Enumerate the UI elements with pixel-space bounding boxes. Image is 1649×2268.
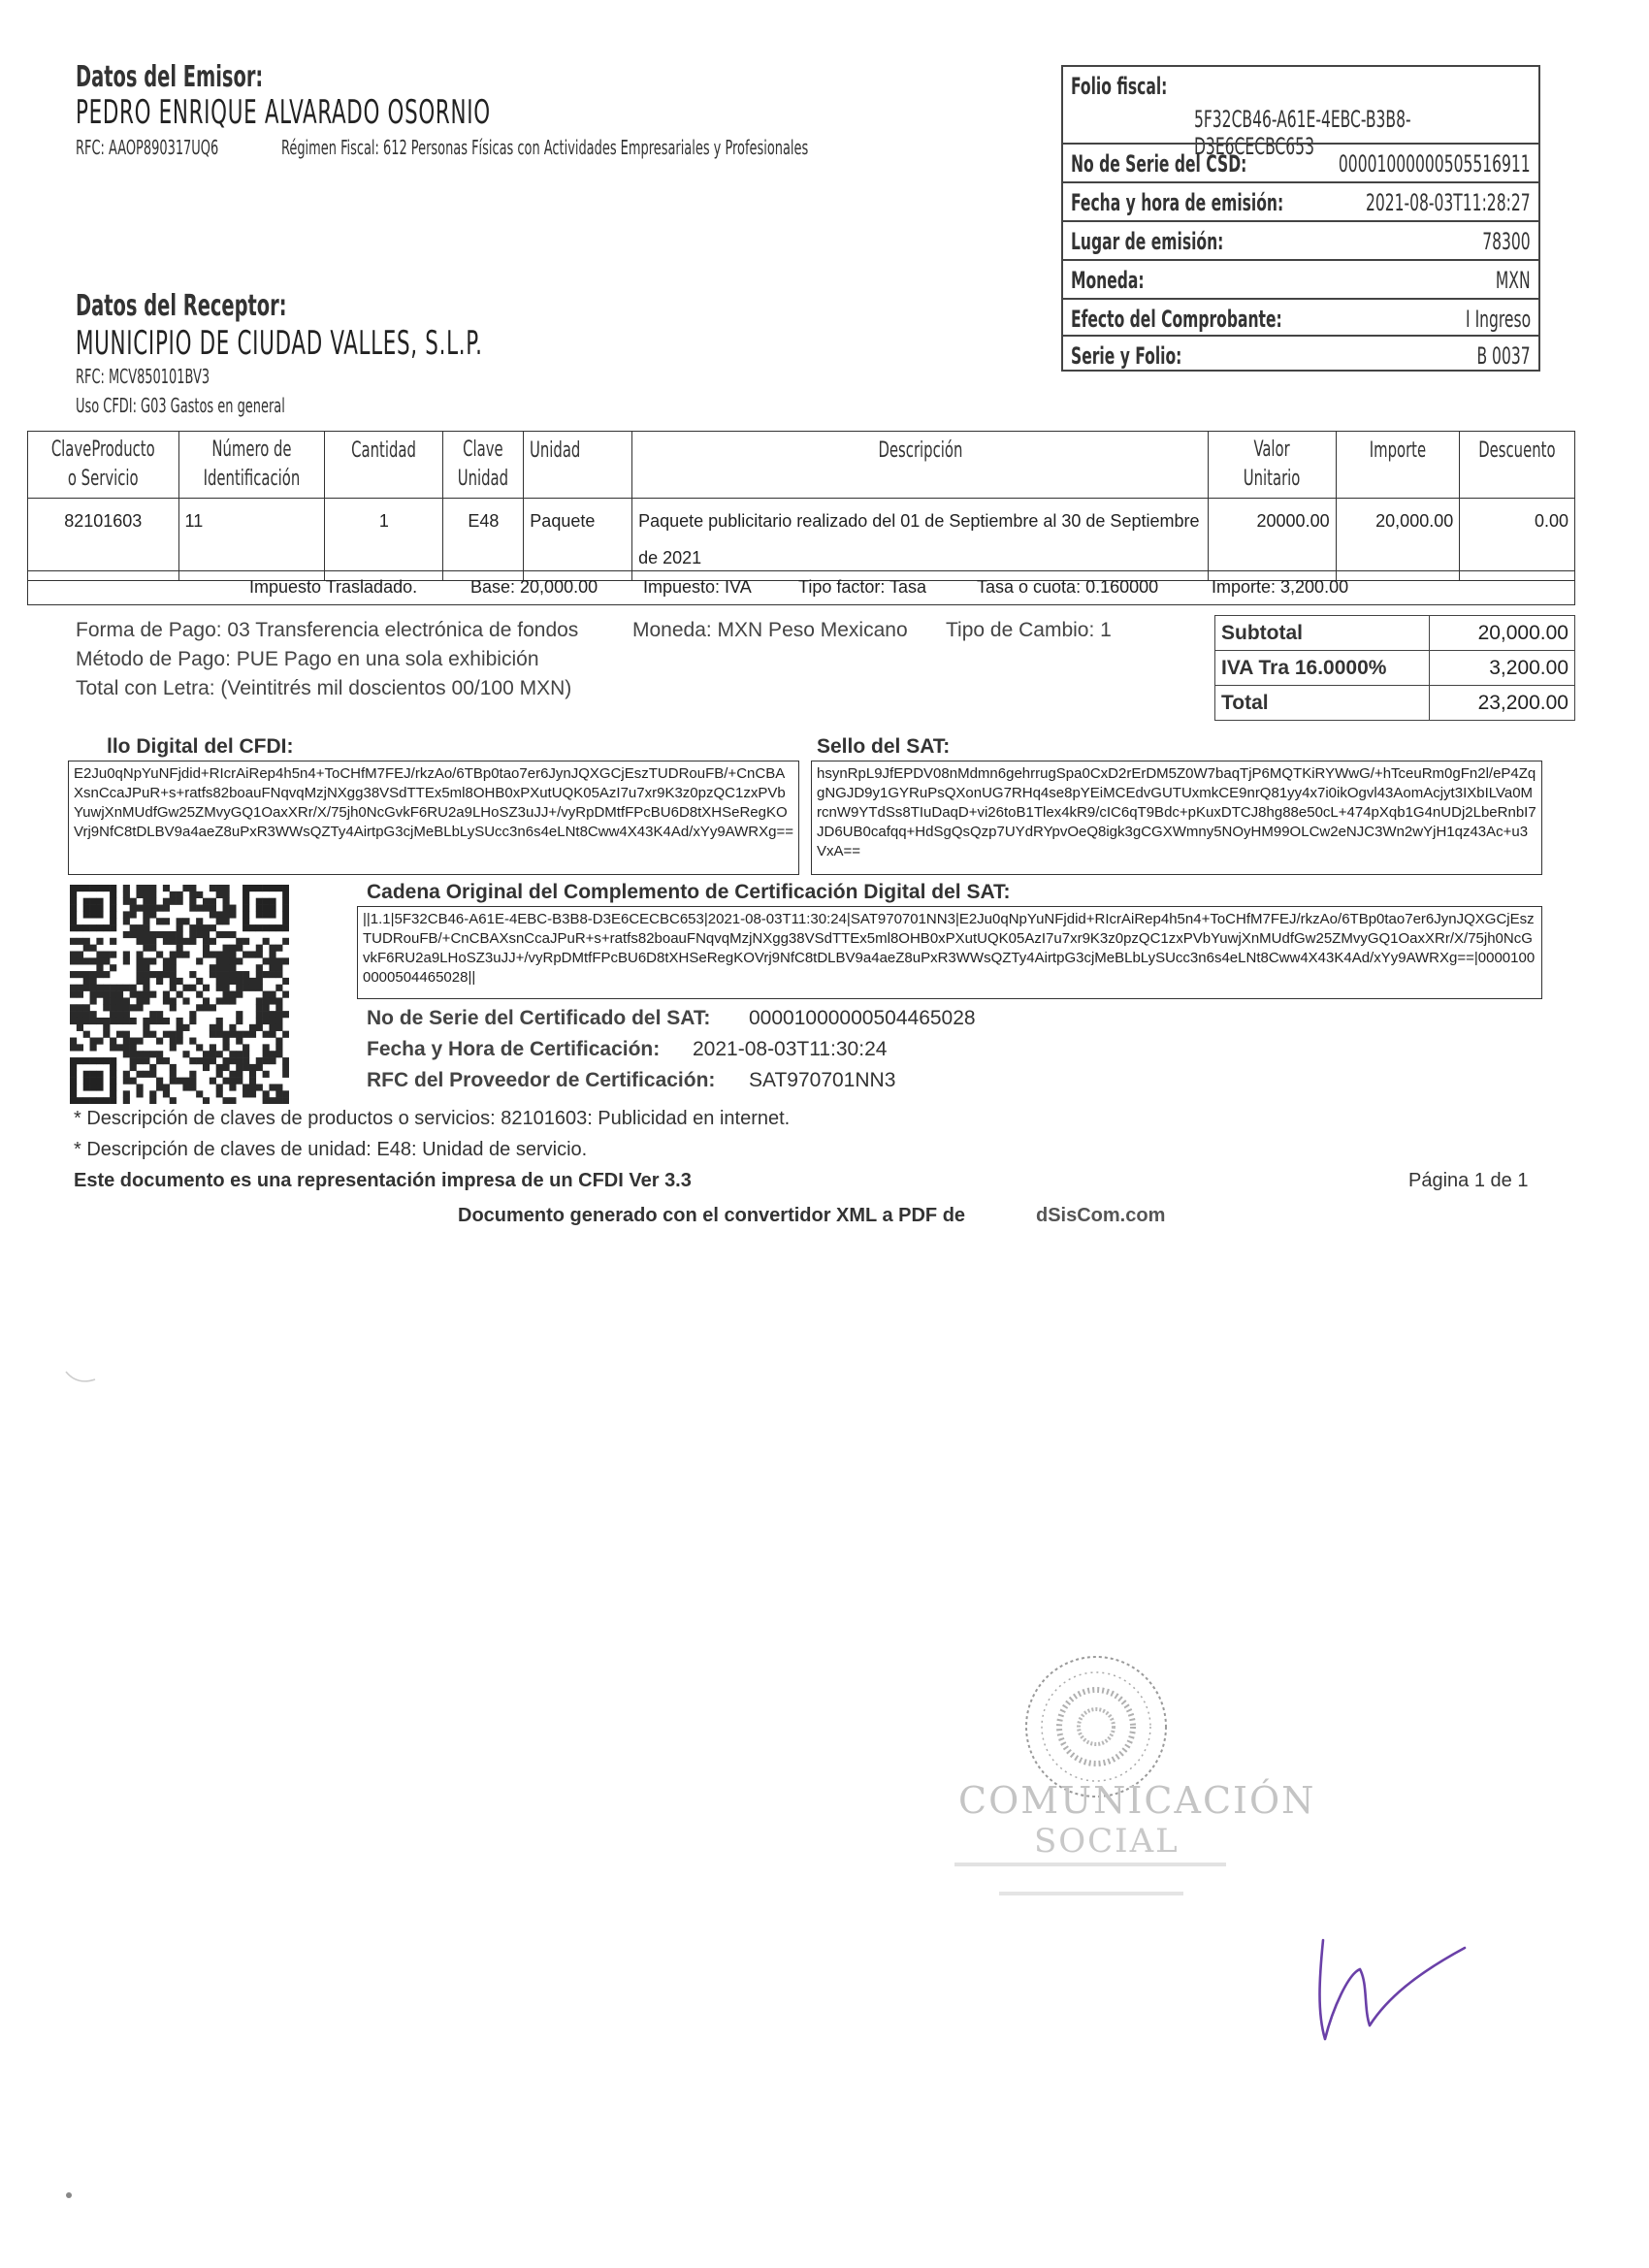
folio-row-label: No de Serie del CSD:	[1071, 150, 1247, 178]
emisor-heading: Datos del Emisor:	[76, 60, 264, 94]
cell-descuento: 0.00	[1460, 499, 1575, 581]
folio-row	[1063, 181, 1538, 220]
totals-value: 20,000.00	[1430, 616, 1575, 651]
note-unidad: * Descripción de claves de unidad: E48: Unidad de servicio.	[74, 1139, 588, 1160]
emisor-name: PEDRO ENRIQUE ALVARADO OSORNIO	[76, 93, 491, 132]
folio-row-label: Moneda:	[1071, 267, 1145, 294]
folio-row-value: 78300	[1482, 228, 1531, 255]
tax-importe: Importe: 3,200.00	[1212, 577, 1349, 597]
stamp-faded-line	[999, 1892, 1183, 1895]
header-valor	[1209, 432, 1336, 499]
cadena-title: Cadena Original del Complemento de Certificación Digital del SAT:	[367, 881, 1011, 903]
sello-sat-title: Sello del SAT:	[817, 735, 951, 758]
stamp-line2: SOCIAL	[1034, 1822, 1180, 1861]
folio-row	[1063, 220, 1538, 259]
forma-de-pago: Forma de Pago: 03 Transferencia electrónica de fondos	[76, 619, 579, 641]
header-numero-line1: Número de	[211, 437, 292, 462]
folio-box	[1061, 65, 1540, 372]
header-clave	[28, 432, 179, 499]
stamp-faded-line	[954, 1863, 1226, 1866]
brand-link: dSisCom.com	[1036, 1205, 1166, 1226]
totals-row	[1215, 686, 1575, 721]
folio-row-value: I Ingreso	[1465, 306, 1531, 333]
cert-fecha-value: 2021-08-03T11:30:24	[693, 1038, 888, 1060]
emisor-regimen: Régimen Fiscal: 612 Personas Físicas con Actividades Empresariales y Profesionales	[281, 136, 809, 159]
cell-cantidad: 1	[325, 499, 443, 581]
totals-row	[1215, 651, 1575, 686]
header-valor-line2: Unitario	[1244, 467, 1301, 491]
header-clave-line1: ClaveProducto	[50, 437, 155, 462]
header-valor-line1: Valor	[1253, 437, 1291, 462]
concepts-table	[27, 431, 1575, 581]
sello-cfdi-box: E2Ju0qNpYuNFjdid+RIcrAiRep4h5n4+ToCHfM7FEJ/rkzAo/6TBp0tao7er6JynJQXGCjEszTUDRouFB/+CnCBAXsnCcaJPuR+s+ratfs82boauFNqvqMzjNXgg38VSdTTEx5ml8OHB0xPXutUQK05AzI7u7xr9K3z0pzQC1zxPVbYuwjXnMUdfGw25ZMvyGQ1OaxXRr/X/75jh0NcGvkF6RU2a9LHoSZ3uJJ+/vyRpDMtfFPcBU6D8tXHSeRegKOVrj9NfC8tDLBV9a4aeZ8uPxR3WWsQZTy4AirtpG3cjMeBLbLySUcc3n6s4eLNt8Cww4X43K4Ad/xYy9AWRXg==	[68, 761, 799, 875]
cert-serie-value: 00001000000504465028	[749, 1007, 976, 1029]
folio-fiscal-value: 5F32CB46-A61E-4EBC-B3B8-D3E6CECBC653	[1193, 106, 1411, 160]
representacion-text: Este documento es una representación impresa de un CFDI Ver 3.3	[74, 1170, 692, 1191]
cert-fecha-label: Fecha y Hora de Certificación:	[367, 1038, 661, 1060]
cell-clave-unidad: E48	[443, 499, 524, 581]
folio-row	[1063, 143, 1538, 181]
header-clave-unidad	[443, 432, 524, 499]
header-clave-line2: o Servicio	[67, 467, 139, 491]
header-numero-line2: Identificación	[203, 467, 301, 491]
folio-row-value: B 0037	[1476, 342, 1531, 370]
stamp-line1: COMUNICACIÓN	[958, 1779, 1316, 1822]
totals-label: IVA Tra 16.0000%	[1215, 651, 1430, 686]
cell-importe: 20,000.00	[1336, 499, 1460, 581]
receptor-name: MUNICIPIO DE CIUDAD VALLES, S.L.P.	[76, 324, 483, 363]
folio-row	[1063, 259, 1538, 298]
cell-valor: 20000.00	[1209, 499, 1336, 581]
tax-impuesto: Impuesto: IVA	[643, 577, 752, 597]
tax-tipo-factor: Tipo factor: Tasa	[798, 577, 927, 597]
header-cantidad: Cantidad	[325, 432, 443, 499]
cell-descripcion: Paquete publicitario realizado del 01 de Septiembre al 30 de Septiembre de 2021	[632, 499, 1209, 581]
cert-rfc-value: SAT970701NN3	[749, 1069, 896, 1091]
scan-mark	[62, 1368, 101, 1387]
sello-sat-box: hsynRpL9JfEPDV08nMdmn6gehrrugSpa0CxD2rErDM5Z0W7baqTjP6MQTKiRYWwG/+hTceuRm0gFn2l/eP4ZqgNGJD9y1GYRuPsQXonUG7RHq4se8pYEiMCEdvGUTUxmkCE9nrQ81yy4x7i0ikOgvl43AomAcjyt3IXbILVa0MrcnW9YTdSs8TIuDaqD+vi26toB1Tlex4kR9/cIC6qT9Bdc+pKuxDTCJ8hg88e50cL+474pXqb1G4nUDj2LbeRnbI7JD6UB0cafqq+HdSgQsQzp7UYdRYpvOeQ8igk3gCGXWmny5NOyHM99OLCw2eNJC3Wn2wYjH1qz43Ac+u3VxA==	[811, 761, 1542, 875]
folio-row	[1063, 335, 1538, 372]
sello-cfdi-title: llo Digital del CFDI:	[107, 735, 294, 758]
totals-value: 3,200.00	[1430, 651, 1575, 686]
cert-serie-label: No de Serie del Certificado del SAT:	[367, 1007, 711, 1029]
totals-value: 23,200.00	[1430, 686, 1575, 721]
tax-tasa: Tasa o cuota: 0.160000	[977, 577, 1159, 597]
signature-icon	[1310, 1930, 1474, 2047]
folio-row	[1063, 298, 1538, 337]
folio-row-label: Lugar de emisión:	[1071, 228, 1224, 255]
emisor-rfc: RFC: AAOP890317UQ6	[76, 136, 219, 159]
metodo-de-pago: Método de Pago: PUE Pago en una sola exhibición	[76, 648, 539, 670]
receptor-uso-cfdi: Uso CFDI: G03 Gastos en general	[76, 394, 285, 417]
tax-line	[27, 570, 1575, 605]
tax-base: Base: 20,000.00	[470, 577, 598, 597]
receptor-rfc: RFC: MCV850101BV3	[76, 365, 210, 388]
folio-row-value: 00001000000505516911	[1339, 150, 1531, 178]
cell-clave: 82101603	[28, 499, 179, 581]
folio-row-label: Efecto del Comprobante:	[1071, 306, 1282, 333]
qr-code	[70, 885, 289, 1104]
header-descripcion: Descripción	[632, 432, 1209, 499]
tipo-cambio: Tipo de Cambio: 1	[946, 619, 1112, 641]
table-row	[28, 499, 1575, 581]
total-con-letra: Total con Letra: (Veintitrés mil doscientos 00/100 MXN)	[76, 677, 572, 699]
folio-row-value: 2021-08-03T11:28:27	[1366, 189, 1531, 216]
folio-row-label: Serie y Folio:	[1071, 342, 1182, 370]
cell-numero: 11	[178, 499, 325, 581]
concepts-header-row	[28, 432, 1575, 499]
scan-speck	[66, 2192, 72, 2198]
header-descuento: Descuento	[1460, 432, 1575, 499]
folio-fiscal-label: Folio fiscal:	[1071, 73, 1168, 100]
totals-row	[1215, 616, 1575, 651]
header-clave-unidad-line1: Clave	[463, 437, 504, 462]
header-numero	[178, 432, 325, 499]
generado-text: Documento generado con el convertidor XML a PDF de	[458, 1205, 966, 1226]
header-unidad: Unidad	[524, 432, 632, 499]
totals-label: Total	[1215, 686, 1430, 721]
cell-unidad: Paquete	[524, 499, 632, 581]
header-clave-unidad-line2: Unidad	[458, 467, 509, 491]
cadena-box: ||1.1|5F32CB46-A61E-4EBC-B3B8-D3E6CECBC653|2021-08-03T11:30:24|SAT970701NN3|E2Ju0qNpYuNFjdid+RIcrAiRep4h5n4+ToCHfM7FEJ/rkzAo/6TBp0tao7er6JynJQXGCjEszTUDRouFB/+CnCBAXsnCcaJPuR+s+ratfs82boauFNqvqMzjNXgg38VSdTTEx5ml8OHB0xPXutUQK05AzI7u7xr9K3z0pzQC1zxPVbYuwjXnMUdfGw25ZMvyGQ1OaxXRr/X/75jh0NcGvkF6RU2a9LHoSZ3uJJ+/vyRpDMtfFPcBU6D8tXHSeRegKOVrj9NfC8tDLBV9a4aeZ8uPxR3WWsQZTy4AirtpG3cjMeBLbLySUcc3n6s4eLNt8Cww4X43K4Ad/xYy9AWRXg==|00001000000504465028||	[357, 906, 1542, 999]
page-number: Página 1 de 1	[1408, 1170, 1529, 1191]
totals-table	[1214, 615, 1575, 721]
receptor-heading: Datos del Receptor:	[76, 289, 287, 323]
moneda-info: Moneda: MXN Peso Mexicano	[632, 619, 908, 641]
totals-label: Subtotal	[1215, 616, 1430, 651]
header-importe: Importe	[1336, 432, 1460, 499]
folio-row-label: Fecha y hora de emisión:	[1071, 189, 1284, 216]
folio-row-value: MXN	[1496, 267, 1531, 294]
cert-rfc-label: RFC del Proveedor de Certificación:	[367, 1069, 716, 1091]
note-productos: * Descripción de claves de productos o servicios: 82101603: Publicidad en internet.	[74, 1108, 791, 1129]
tax-label: Impuesto Trasladado.	[249, 577, 418, 597]
